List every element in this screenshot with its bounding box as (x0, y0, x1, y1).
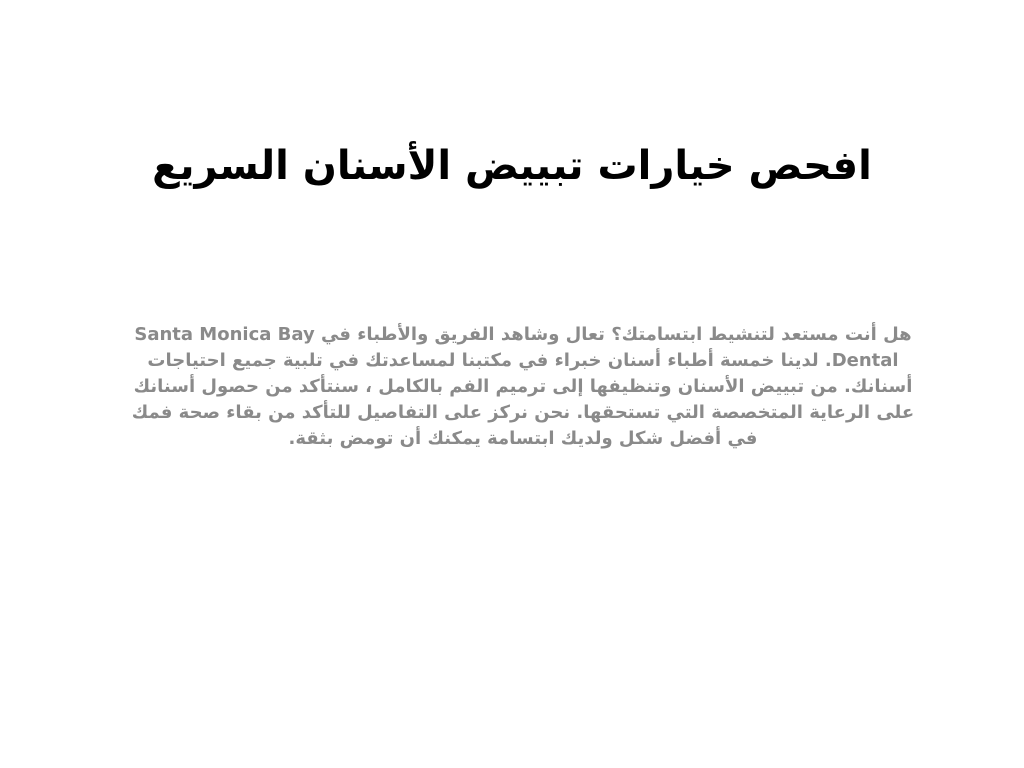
slide-body-text: هل أنت مستعد لتنشيط ابتسامتك؟ تعال وشاهد الفريق والأطباء في Santa Monica Bay Dental. لدينا خمسة أطباء أسنان خبراء في مكتبنا لمساعدتك في تلبية جميع احتياجات أسنانك. من تبييض الأسنان وتنظيفها إلى ترميم الفم بالكامل ، سنتأكد من حصول أسنانك على الرعاية المتخصصة التي تستحقها. نحن نركز على التفاصيل للتأكد من بقاء صحة فمك في أفضل شكل ولديك ابتسامة يمكنك أن تومض بثقة. (131, 324, 915, 449)
slide-title: افحص خيارات تبييض الأسنان السريع (152, 143, 872, 189)
